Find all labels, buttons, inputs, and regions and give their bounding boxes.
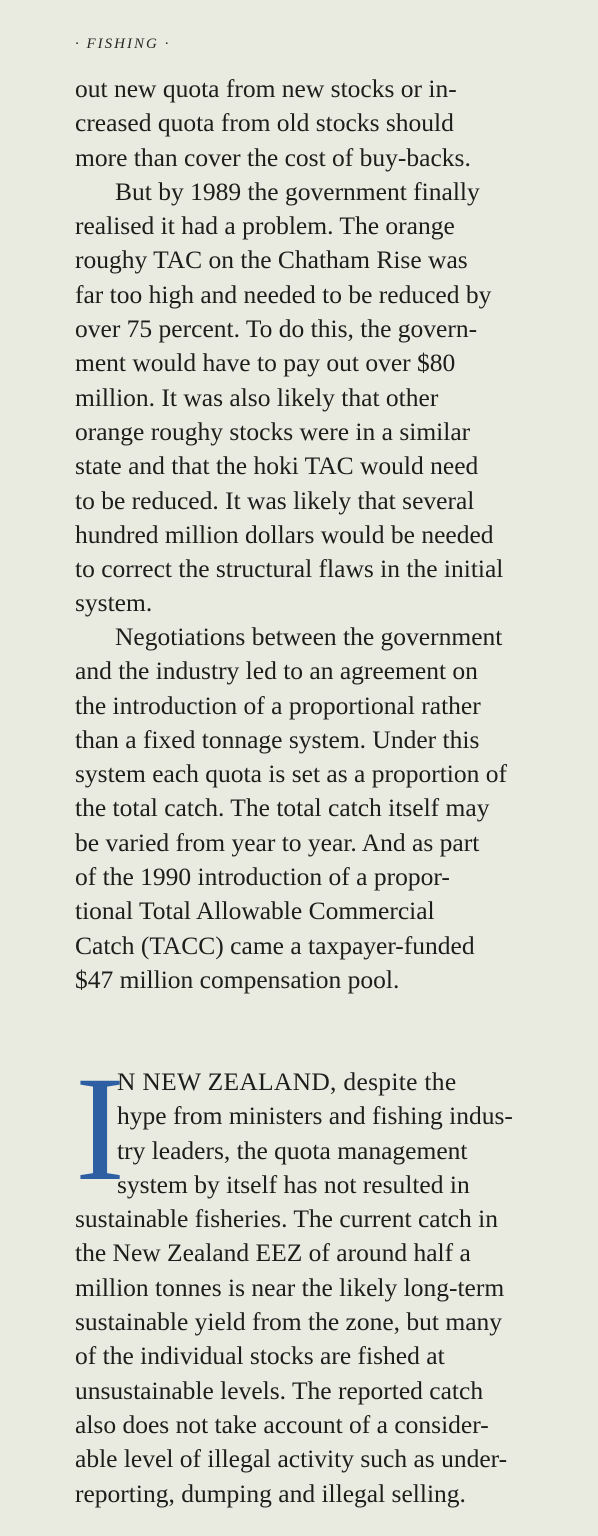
text-line: roughy TAC on the Chatham Rise was bbox=[75, 245, 468, 275]
text-line: system by itself has not resulted in bbox=[117, 1169, 470, 1199]
text-line: unsustainable levels. The reported catch bbox=[75, 1375, 484, 1405]
text-line: Catch (TACC) came a taxpayer-funded bbox=[75, 930, 475, 960]
drop-cap: I bbox=[75, 1046, 125, 1212]
paragraph-new-zealand bbox=[75, 1046, 575, 1511]
paragraph-quota-buybacks bbox=[75, 72, 575, 621]
text-line: able level of illegal activity such as under- bbox=[75, 1444, 508, 1474]
text-line: than a fixed tonnage system. Under this bbox=[75, 724, 480, 754]
text-line: also does not take account of a consider- bbox=[75, 1409, 489, 1439]
text-line: of the 1990 introduction of a propor- bbox=[75, 862, 450, 892]
text-line: ment would have to pay out over $80 bbox=[75, 348, 456, 378]
text-line: far too high and needed to be reduced by bbox=[75, 279, 492, 309]
text-line: million tonnes is near the likely long-term bbox=[75, 1272, 505, 1302]
text-line: state and that the hoki TAC would need bbox=[75, 451, 479, 481]
text-line: $47 million compensation pool. bbox=[75, 964, 400, 994]
paragraph-negotiations bbox=[75, 620, 575, 997]
text-line: system each quota is set as a proportion of bbox=[75, 759, 507, 789]
text-line: sustainable fisheries. The current catch in bbox=[75, 1204, 498, 1234]
text-line: be varied from year to year. And as part bbox=[75, 827, 480, 857]
text-line: more than cover the cost of buy-backs. bbox=[75, 142, 471, 172]
text-line: the New Zealand EEZ of around half a bbox=[75, 1238, 471, 1268]
text-line: creased quota from old stocks should bbox=[75, 108, 454, 138]
text-line: the total catch. The total catch itself may bbox=[75, 793, 490, 823]
text-line: hype from ministers and fishing indus- bbox=[117, 1101, 513, 1131]
text-line: sustainable yield from the zone, but many bbox=[75, 1307, 503, 1337]
text-line: system. bbox=[75, 588, 153, 618]
text-line: realised it had a problem. The orange bbox=[75, 211, 455, 241]
text-line: to be reduced. It was likely that several bbox=[75, 485, 475, 515]
text-line: Negotiations between the government bbox=[115, 622, 503, 651]
text-line: out new quota from new stocks or in- bbox=[75, 74, 457, 103]
text-line: and the industry led to an agreement on bbox=[75, 656, 478, 686]
text-line: tional Total Allowable Commercial bbox=[75, 896, 435, 926]
text-line: N NEW ZEALAND, despite the bbox=[117, 1067, 457, 1096]
text-line: over 75 percent. To do this, the govern- bbox=[75, 314, 478, 344]
running-head: · FISHING · bbox=[75, 36, 171, 52]
text-line: million. It was also likely that other bbox=[75, 382, 439, 412]
text-line: to correct the structural flaws in the initial bbox=[75, 554, 504, 584]
text-line: the introduction of a proportional rather bbox=[75, 690, 481, 720]
text-line: try leaders, the quota management bbox=[117, 1135, 468, 1165]
text-line: reporting, dumping and illegal selling. bbox=[75, 1478, 466, 1508]
text-line: of the individual stocks are fished at bbox=[75, 1341, 445, 1371]
text-line: But by 1989 the government finally bbox=[115, 176, 480, 206]
text-line: hundred million dollars would be needed bbox=[75, 519, 494, 549]
text-line: orange roughy stocks were in a similar bbox=[75, 416, 471, 446]
